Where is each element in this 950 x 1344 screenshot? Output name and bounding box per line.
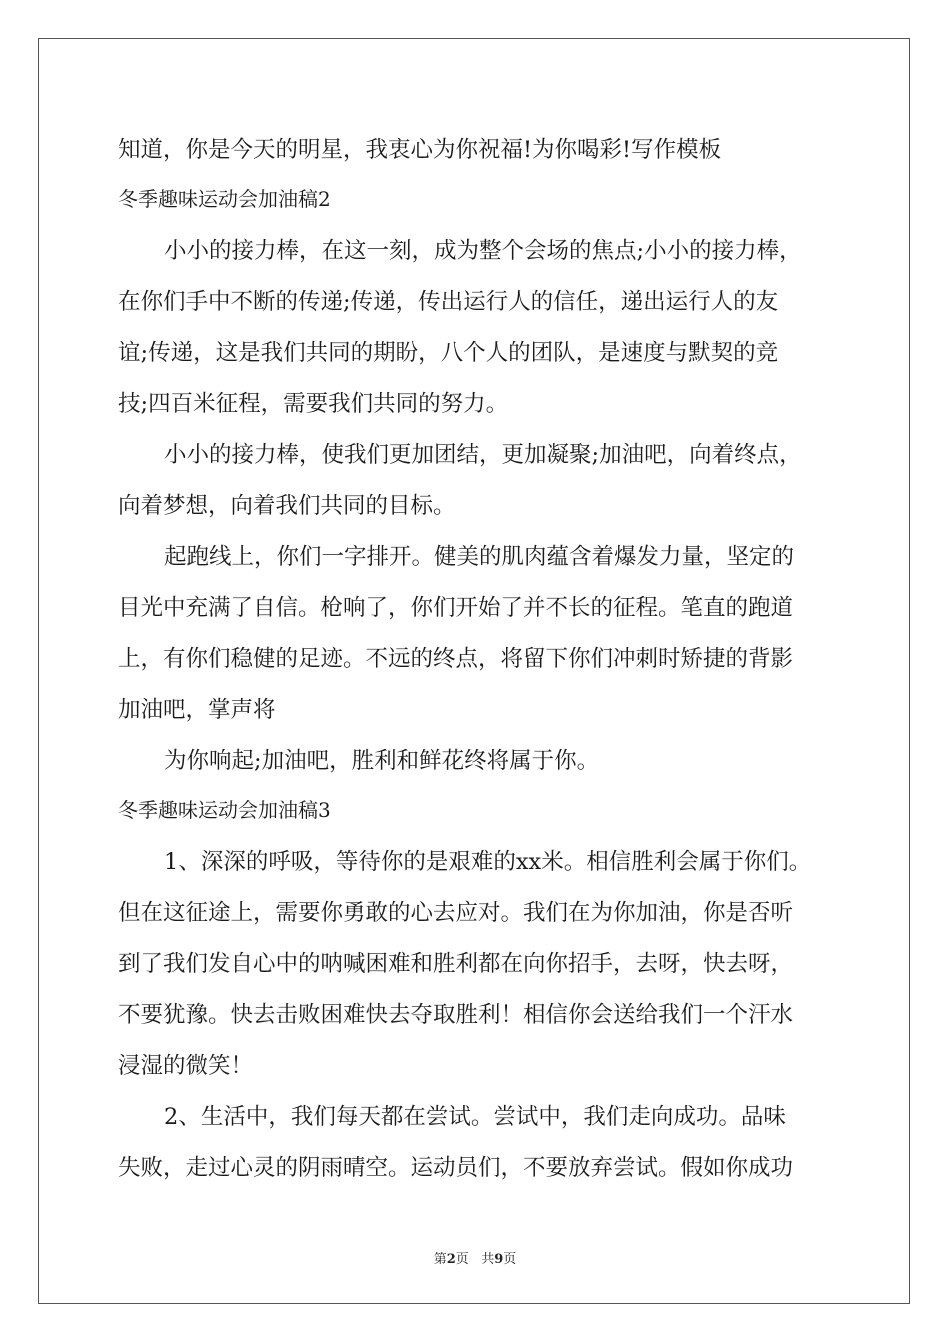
text-line: 2、生活中，我们每天都在尝试。尝试中，我们走向成功。品味: [164, 1104, 786, 1130]
text-line: 加油吧，掌声将: [118, 697, 276, 723]
section-heading: 冬季趣味运动会加油稿3: [118, 798, 331, 822]
footer-current-page: 2: [446, 1252, 456, 1267]
text-line: 目光中充满了自信。枪响了，你们开始了并不长的征程。笔直的跑道: [118, 595, 794, 621]
text-line: 小小的接力棒，使我们更加团结，更加凝聚;加油吧，向着终点，: [164, 442, 802, 468]
document-body: [118, 128, 858, 1197]
text-line: 技;四百米征程，需要我们共同的努力。: [118, 391, 509, 417]
text-line: 起跑线上，你们一字排开。健美的肌肉蕴含着爆发力量，坚定的: [164, 544, 795, 570]
footer-suffix: 页: [503, 1252, 517, 1267]
text-line: 浸湿的微笑！: [118, 1053, 254, 1079]
footer-prefix: 第: [433, 1252, 447, 1267]
text-line: 知道，你是今天的明星，我衷心为你祝福!为你喝彩!写作模板: [118, 137, 722, 163]
text-line: 谊;传递，这是我们共同的期盼，八个人的团队，是速度与默契的竞: [118, 340, 779, 366]
text-line: 上，有你们稳健的足迹。不远的终点，将留下你们冲刺时矫捷的背影: [118, 646, 794, 672]
text-line: 为你响起;加油吧，胜利和鲜花终将属于你。: [164, 748, 600, 774]
text-line: 但在这征途上，需要你勇敢的心去应对。我们在为你加油，你是否听: [118, 900, 794, 926]
section-heading: 冬季趣味运动会加油稿2: [118, 187, 331, 211]
text-line: 1、深深的呼吸，等待你的是艰难的xx米。相信胜利会属于你们。: [164, 849, 812, 875]
footer-total-pages: 9: [494, 1252, 504, 1267]
text-line: 小小的接力棒，在这一刻，成为整个会场的焦点;小小的接力棒，: [164, 238, 802, 264]
text-line: 不要犹豫。快去击败困难快去夺取胜利！相信你会送给我们一个汗水: [118, 1002, 794, 1028]
text-line: 失败，走过心灵的阴雨晴空。运动员们，不要放弃尝试。假如你成功: [118, 1155, 794, 1181]
text-line: 到了我们发自心中的呐喊困难和胜利都在向你招手，去呀，快去呀，: [118, 951, 794, 977]
text-line: 向着梦想，向着我们共同的目标。: [118, 493, 456, 519]
text-line: 在你们手中不断的传递;传递，传出运行人的信任，递出运行人的友: [118, 289, 779, 315]
footer-mid: 页 共: [455, 1252, 495, 1267]
page-footer: [0, 1248, 950, 1267]
